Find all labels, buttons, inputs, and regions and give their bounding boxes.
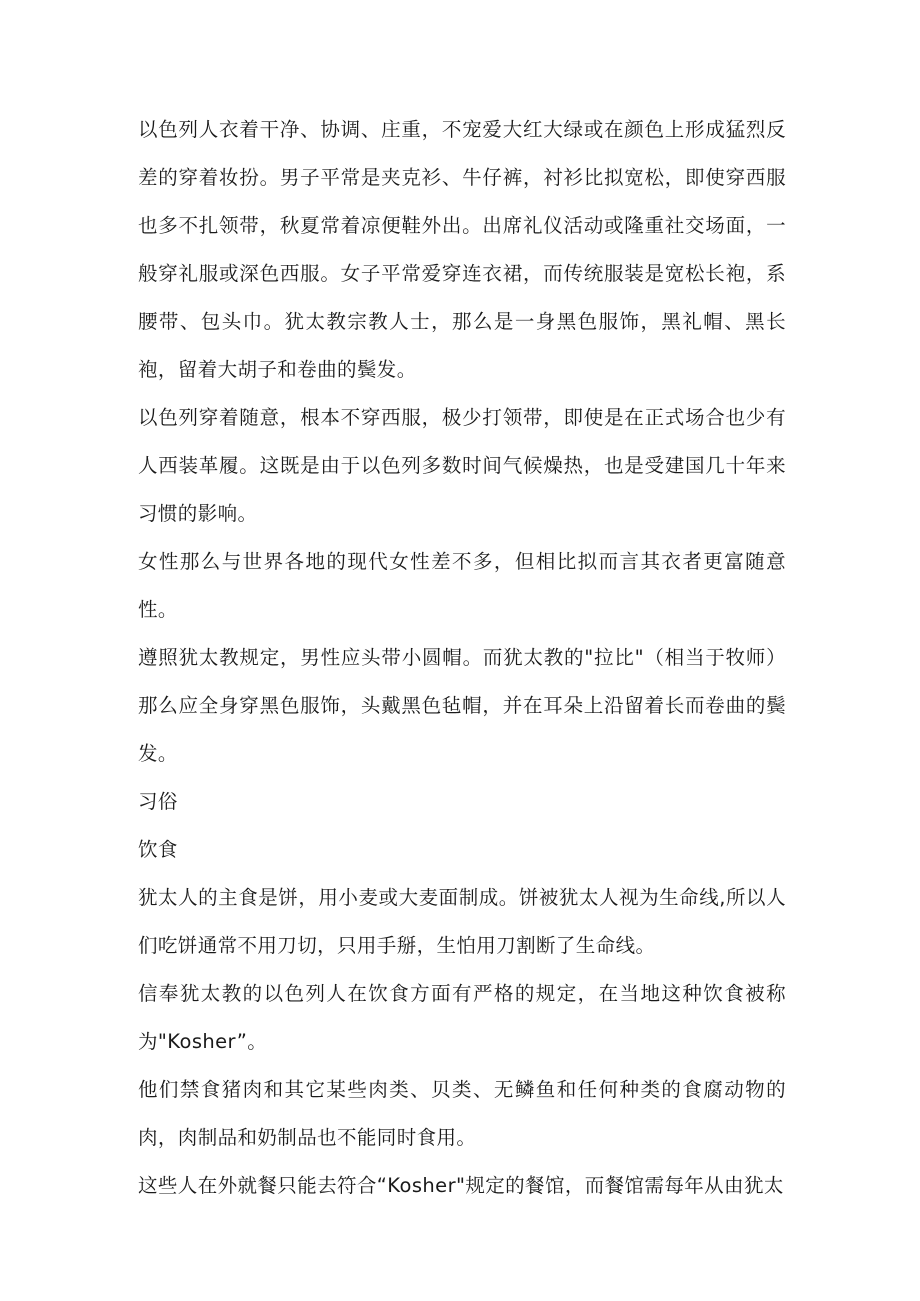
paragraph-casual-dress: 以色列穿着随意，根本不穿西服，极少打领带，即使是在正式场合也少有人西装革履。这既是由于以色列多数时间气候燥热，也是受建国几十年来习惯的影响。 <box>138 406 786 525</box>
heading-diet: 饮食 <box>138 838 178 861</box>
paragraph-bread: 犹太人的主食是饼，用小麦或大麦面制成。饼被犹太人视为生命线,所以人们吃饼通常不用刀切，只用手掰，生怕用刀割断了生命线。 <box>138 886 786 957</box>
paragraph-kosher-intro: 信奉犹太教的以色列人在饮食方面有严格的规定，在当地这种饮食被称为"Kosher”。 <box>138 982 786 1053</box>
paragraph-food-restrictions: 他们禁食猪肉和其它某些肉类、贝类、无鳞鱼和任何种类的食腐动物的肉，肉制品和奶制品也不能同时食用。 <box>138 1078 786 1149</box>
heading-customs: 习俗 <box>138 790 178 813</box>
paragraph-religious-dress: 遵照犹太教规定，男性应头带小圆帽。而犹太教的"拉比"（相当于牧师）那么应全身穿黑色服饰，头戴黑色毡帽，并在耳朵上沿留着长而卷曲的鬓发。 <box>138 646 786 765</box>
paragraph-women-dress: 女性那么与世界各地的现代女性差不多，但相比拟而言其衣者更富随意性。 <box>138 550 786 621</box>
document-body <box>138 106 786 1210</box>
paragraph-restaurants: 这些人在外就餐只能去符合“Kosher"规定的餐馆，而餐馆需每年从由犹太 <box>138 1174 784 1197</box>
paragraph-clothing-overview: 以色列人衣着干净、协调、庄重，不宠爱大红大绿或在颜色上形成猛烈反差的穿着妆扮。男子平常是夹克衫、牛仔裤，衬衫比拟宽松，即使穿西服也多不扎领带，秋夏常着凉便鞋外出。出席礼仪活动或隆重社交场面，一般穿礼服或深色西服。女子平常爱穿连衣裙，而传统服装是宽松长袍，系腰带、包头巾。犹太教宗教人士，那么是一身黑色服饰，黑礼帽、黑长袍，留着大胡子和卷曲的鬓发。 <box>138 118 786 381</box>
